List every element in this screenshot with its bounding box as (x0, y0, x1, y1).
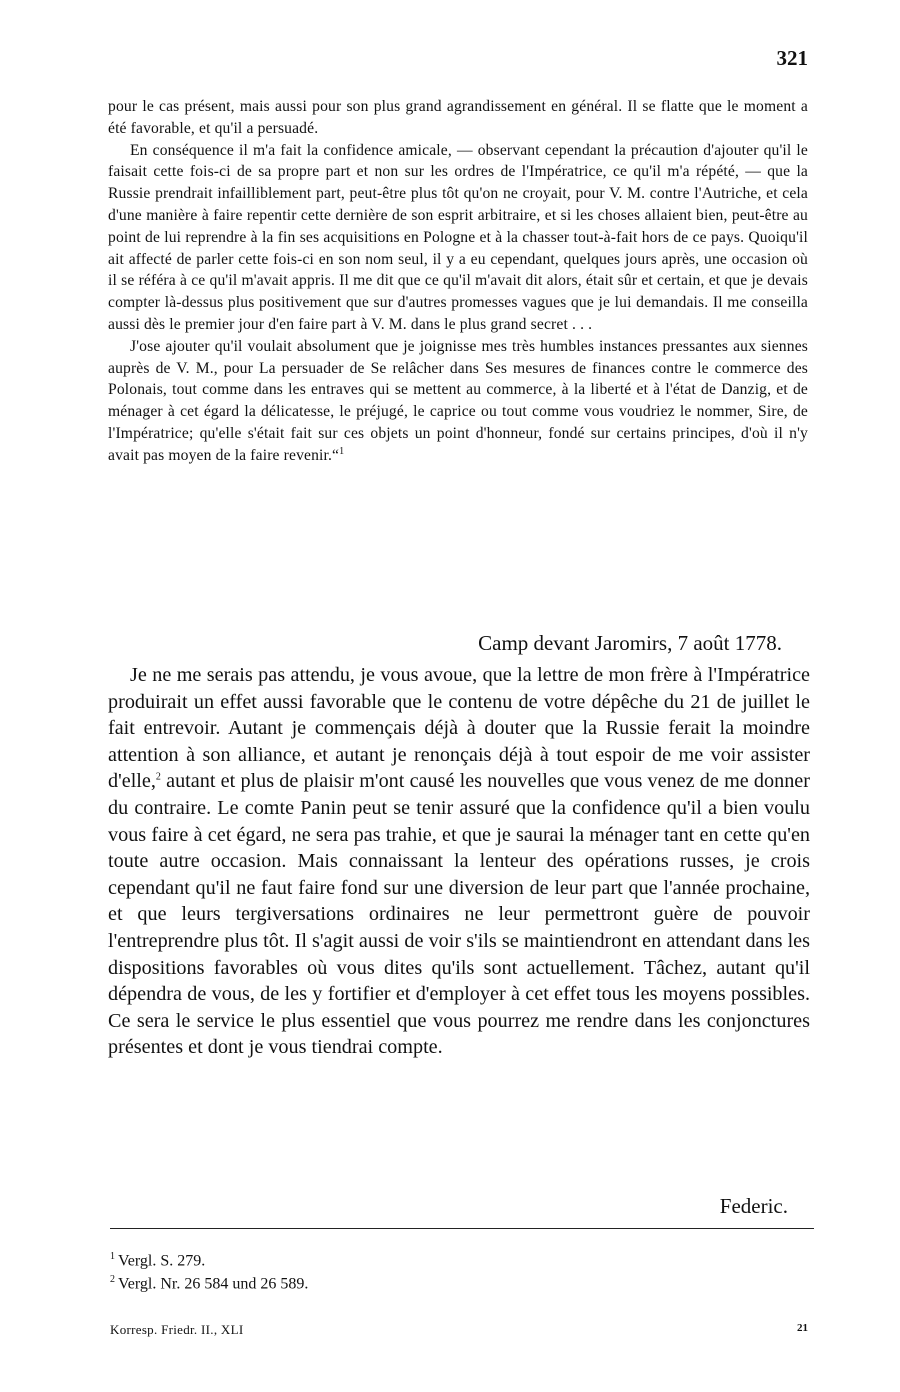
footnote-text: Vergl. S. 279. (118, 1252, 206, 1270)
letter-text-part-1: Je ne me serais pas attendu, je vous avoue, que la lettre de mon frère à l'Impératrice produirait un effet aussi favorable que le contenu de votre dépêche du 21 de juillet le fait entrevoir. Autant je commençais déjà à douter que la Russie ferait la moindre attention à son alliance, et autant je renonçais déjà à tout espoir de me voir assister d'elle, (108, 664, 810, 793)
footnote-text: Vergl. Nr. 26 584 und 26 589. (118, 1275, 309, 1293)
quote-paragraph-2: En conséquence il m'a fait la confidence amicale, — observant cependant la précaution d'ajouter qu'il le faisait cette fois-ci de sa propre part et non sur les ordres de l'Impératrice, ce qu'il m'a répété, — que la Russie prendrait infailliblement part, peut-être plus tôt qu'on ne croyait, pour V. M. contre l'Autriche, et cela d'une manière à faire repentir cette dernière de son esprit arbitraire, et si les choses allaient bien, peut-être au point de lui reprendre à la fin ses acquisitions en Pologne et à la chasser tout-à-fait hors de ce pays. Quoiqu'il ait affecté de parler cette fois-ci en son nom seul, il y a eu cependant, quelques jours après, une occasion où il se référa à ce qu'il m'avait appris. Il me dit que ce qu'il m'avait dit alors, était sûr et certain, et que je devais compter là-dessus plus positivement que sur d'autres promesses vagues que je lui demandais. Il me conseilla aussi dès le premier jour d'en faire part à V. M. dans le plus grand secret . . . (108, 141, 808, 333)
page-number: 321 (776, 46, 808, 70)
signature: Federic. (719, 1194, 788, 1218)
footnotes (110, 1247, 308, 1294)
letter-text-part-2: autant et plus de plaisir m'ont causé les nouvelles que vous venez de me donner du contraire. Le comte Panin peut se tenir assuré que la confidence qu'il a bien voulu vous faire à cet égard, ne sera pas trahie, et que je saurai la ménager tant en cette qu'en toute autre occasion. Mais connaissant la lenteur des opérations russes, je crois cependant qu'il ne faut faire fond sur une diversion de leur part que l'année prochaine, et que leurs tergiversations ordinaires ne leur permettront guère de pouvoir l'entreprendre plus tôt. Il s'agit aussi de voir s'ils se maintiendront en attendant dans les dispositions favorables où vous dites qu'ils sont actuellement. Tâchez, autant qu'il dépendra de vous, de les y fortifier et d'employer à cet effet tous les moyens possibles. Ce sera le service le plus essentiel que vous pourrez me rendre dans les conjonctures présentes et dont je vous tiendrai compte. (108, 770, 810, 1059)
footnote-ref-2: 2 (155, 771, 161, 783)
signature-mark: Korresp. Friedr. II., XLI (110, 1322, 244, 1337)
letter-body (108, 662, 810, 1061)
footnote-number: 2 (110, 1274, 115, 1286)
quote-paragraph-3-text: J'ose ajouter qu'il voulait absolument que je joignisse mes très humbles instances pressantes aux siennes auprès de V. M., pour La persuader de Se relâcher dans Ses mesures de finances contre le commerce des Polonais, tout comme dans les entraves qui se mettent au commerce, à la liberté et à l'état de Danzig, et de ménager à cet égard la délicatesse, le préjugé, le caprice ou tout comme vous voudriez le nommer, Sire, de l'Impératrice; qu'elle s'était fait sur ces objets un point d'honneur, fondé sur certains principes, d'où il n'y avait pas moyen de la faire revenir.“ (108, 337, 808, 464)
footnote-divider (110, 1228, 814, 1229)
footnote-1 (110, 1247, 308, 1270)
footnote-ref-1: 1 (339, 445, 345, 457)
letter-paragraph (108, 662, 810, 1061)
sheet-number: 21 (797, 1322, 808, 1334)
quote-paragraph-1: pour le cas présent, mais aussi pour son plus grand agrandissement en général. Il se flatte que le moment a été favorable, et qu'il a persuadé. (108, 98, 808, 137)
footnote-2 (110, 1270, 308, 1293)
footnote-number: 1 (110, 1251, 115, 1262)
quote-paragraph-3 (108, 336, 808, 467)
dateline: Camp devant Jaromirs, 7 août 1778. (478, 631, 782, 655)
quoted-report (108, 96, 808, 467)
